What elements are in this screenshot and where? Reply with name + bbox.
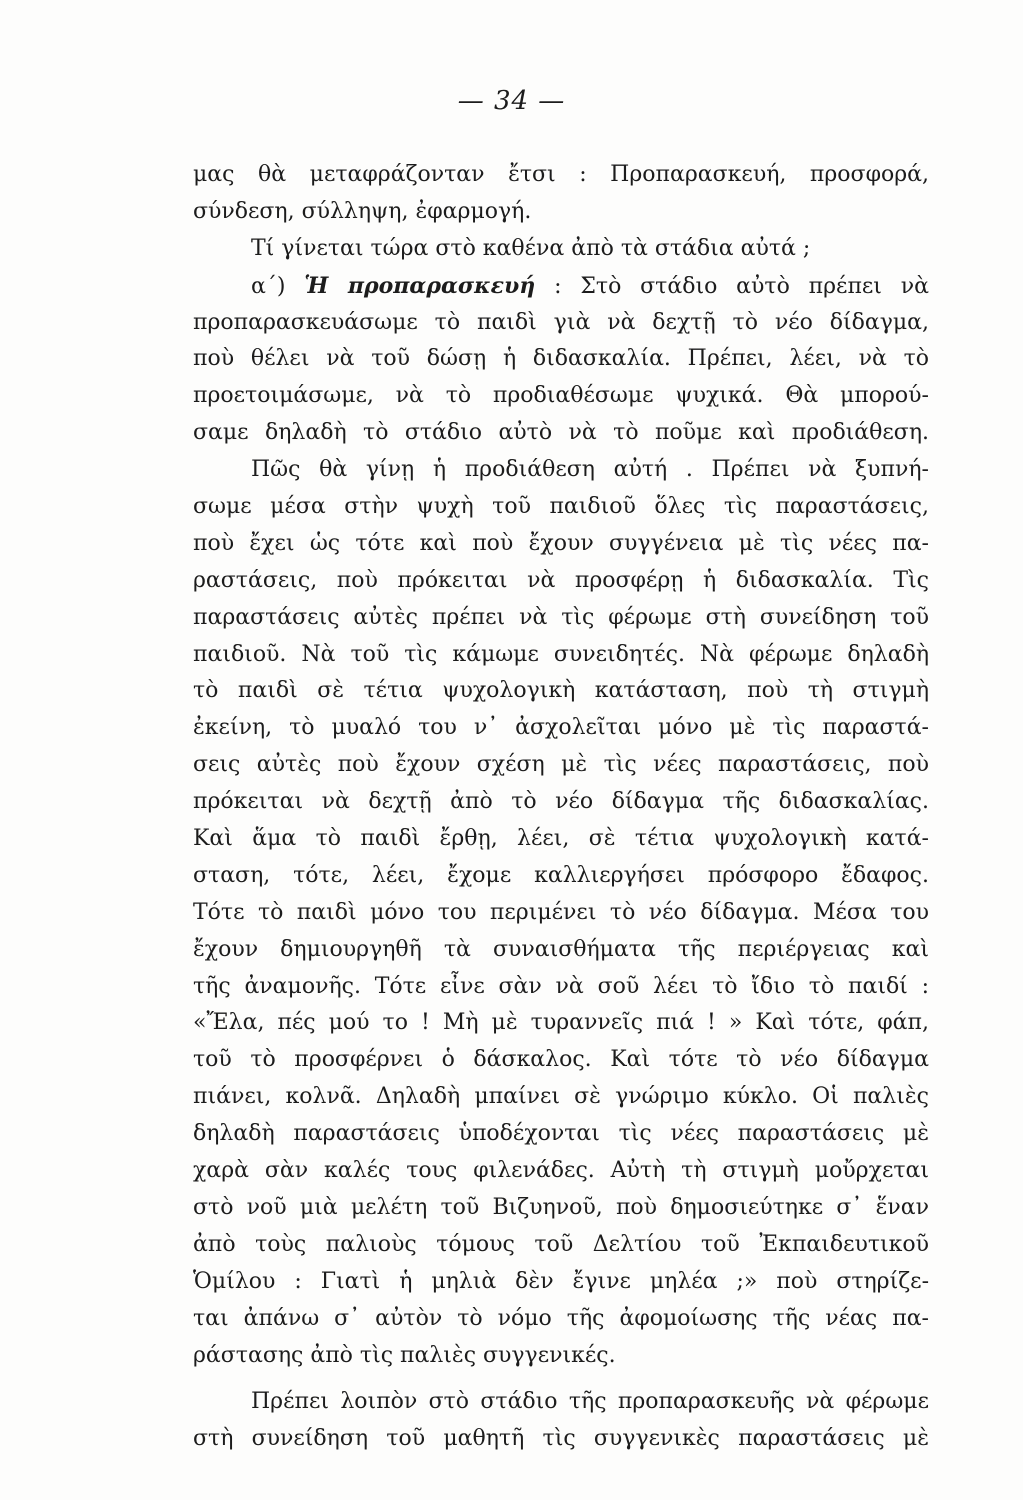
text-line	[193, 1190, 929, 1227]
section-marker: α΄)	[251, 273, 305, 299]
text-line	[193, 378, 929, 415]
text-line	[193, 1079, 929, 1116]
line-text: ἔχουν δημιουργηθῆ τὰ συναισθήματα τῆς περιέργειας καὶ	[193, 936, 929, 962]
line-text: ἐκείνη, τὸ μυαλό του ν᾿ ἀσχολεῖται μόνο μὲ τὶς παραστά-	[193, 715, 929, 741]
line-text: Πρέπει λοιπὸν στὸ στάδιο τῆς προπαρασκευῆς νὰ φέρωμε	[251, 1389, 929, 1415]
text-line	[193, 932, 929, 969]
line-text: χαρὰ σὰν καλές τους φιλενάδες. Αὐτὴ τὴ στιγμὴ μοὔρχεται	[193, 1158, 929, 1184]
line-text: Τότε τὸ παιδὶ μόνο του περιμένει τὸ νέο δίδαγμα. Μέσα του	[193, 899, 929, 925]
text-line	[193, 526, 929, 563]
line-text: μας θὰ μεταφράζονταν ἔτσι : Προπαρασκευή, προσφορά,	[193, 162, 929, 187]
text-line	[193, 1227, 929, 1264]
text-line	[193, 305, 929, 342]
body-text	[193, 157, 929, 1458]
text-line	[193, 452, 929, 489]
text-line	[193, 231, 929, 268]
line-text: Πῶς θὰ γίνῃ ἡ προδιάθεση αὐτή . Πρέπει νὰ ξυπνή-	[251, 457, 929, 483]
page-number: — 34 —	[457, 86, 566, 116]
text-line	[193, 1264, 929, 1301]
text-line	[193, 157, 929, 194]
text-line	[193, 563, 929, 600]
line-text: τῆς ἀναμονῆς. Τότε εἶνε σὰν νὰ σοῦ λέει τὸ ἴδιο τὸ παιδί :	[193, 973, 929, 999]
line-text: πιάνει, κολνᾶ. Δηλαδὴ μπαίνει σὲ γνώριμο κύκλο. Οἱ παλιὲς	[193, 1084, 929, 1110]
text-line	[193, 821, 929, 858]
line-text: σταση, τότε, λέει, ἔχομε καλλιεργήσει πρόσφορο ἔδαφος.	[193, 862, 929, 888]
line-text: ποὺ θέλει νὰ τοῦ δώσῃ ἡ διδασκαλία. Πρέπει, λέει, νὰ τὸ	[193, 346, 929, 372]
line-text: παραστάσεις αὐτὲς πρέπει νὰ τὶς φέρωμε στὴ συνείδηση τοῦ	[193, 604, 929, 630]
text-line	[193, 489, 929, 526]
text-line	[193, 341, 929, 378]
text-line	[193, 415, 929, 452]
text-line	[193, 1384, 929, 1421]
line-text: : Στὸ στάδιο αὐτὸ πρέπει νὰ	[535, 273, 929, 299]
text-line	[193, 1116, 929, 1153]
text-line	[193, 637, 929, 674]
text-line	[193, 710, 929, 747]
text-line	[193, 1338, 929, 1375]
text-line	[193, 1421, 929, 1458]
line-text: ἀπὸ τοὺς παλιοὺς τόμους τοῦ Δελτίου τοῦ Ἐκπαιδευτικοῦ	[193, 1231, 929, 1257]
text-line	[193, 1005, 929, 1042]
line-text: ται ἀπάνω σ᾿ αὐτὸν τὸ νόμο τῆς ἀφομοίωσης τῆς νέας πα-	[193, 1305, 929, 1331]
line-text: προετοιμάσωμε, νὰ τὸ προδιαθέσωμε ψυχικά. Θὰ μπορού-	[193, 383, 929, 409]
text-line	[193, 784, 929, 821]
line-text: ραστάσεις, ποὺ πρόκειται νὰ προσφέρῃ ἡ διδασκαλία. Τὶς	[193, 567, 929, 593]
text-line	[193, 600, 929, 637]
text-line	[193, 969, 929, 1006]
line-text: Καὶ ἅμα τὸ παιδὶ ἔρθῃ, λέει, σὲ τέτια ψυχολογικὴ κατά-	[193, 826, 929, 852]
line-text: σωμε μέσα στὴν ψυχὴ τοῦ παιδιοῦ ὅλες τὶς παραστάσεις,	[193, 494, 929, 520]
line-text: προπαρασκευάσωμε τὸ παιδὶ γιὰ νὰ δεχτῇ τὸ νέο δίδαγμα,	[193, 309, 929, 335]
text-line	[193, 1153, 929, 1190]
text-line	[193, 747, 929, 784]
text-line	[193, 1042, 929, 1079]
line-text: στὴ συνείδηση τοῦ μαθητῆ τὶς συγγενικὲς παραστάσεις μὲ	[193, 1426, 929, 1452]
text-line	[193, 673, 929, 710]
line-text: Τί γίνεται τώρα στὸ καθένα ἀπὸ τὰ στάδια αὐτά ;	[251, 235, 811, 261]
line-text: ράστασης ἀπὸ τὶς παλιὲς συγγενικές.	[193, 1342, 616, 1368]
line-text: παιδιοῦ. Νὰ τοῦ τὶς κάμωμε συνειδητές. Νὰ φέρωμε δηλαδὴ	[193, 641, 929, 667]
line-text: «Ἔλα, πές μού το ! Μὴ μὲ τυραννεῖς πιά ! » Καὶ τότε, φάπ,	[193, 1010, 929, 1036]
section-heading: Ἡ προπαρασκευή	[304, 272, 536, 299]
line-text: Ὁμίλου : Γιατὶ ἡ μηλιὰ δὲν ἔγινε μηλέα ;» ποὺ στηρίζε-	[193, 1268, 929, 1294]
text-line	[193, 895, 929, 932]
line-text: πρόκειται νὰ δεχτῇ ἀπὸ τὸ νέο δίδαγμα τῆς διδασκαλίας.	[193, 789, 929, 815]
paragraph-gap	[193, 1374, 929, 1384]
line-text: σύνδεση, σύλληψη, ἐφαρμογή.	[193, 198, 532, 224]
line-text: τὸ παιδὶ σὲ τέτια ψυχολογικὴ κατάσταση, ποὺ τὴ στιγμὴ	[193, 678, 929, 704]
text-line	[193, 194, 929, 231]
line-text: τοῦ τὸ προσφέρνει ὁ δάσκαλος. Καὶ τότε τὸ νέο δίδαγμα	[193, 1047, 929, 1073]
text-line	[193, 268, 929, 305]
line-text: δηλαδὴ παραστάσεις ὑποδέχονται τὶς νέες παραστάσεις μὲ	[193, 1121, 929, 1147]
text-line	[193, 1301, 929, 1338]
line-text: σεις αὐτὲς ποὺ ἔχουν σχέση μὲ τὶς νέες παραστάσεις, ποὺ	[193, 752, 929, 778]
line-text: στὸ νοῦ μιὰ μελέτη τοῦ Βιζυηνοῦ, ποὺ δημοσιεύτηκε σ᾿ ἕναν	[193, 1194, 929, 1220]
line-text: σαμε δηλαδὴ τὸ στάδιο αὐτὸ νὰ τὸ ποῦμε καὶ προδιάθεση.	[193, 420, 929, 446]
text-line	[193, 858, 929, 895]
line-text: ποὺ ἔχει ὡς τότε καὶ ποὺ ἔχουν συγγένεια μὲ τὶς νέες πα-	[193, 530, 929, 556]
